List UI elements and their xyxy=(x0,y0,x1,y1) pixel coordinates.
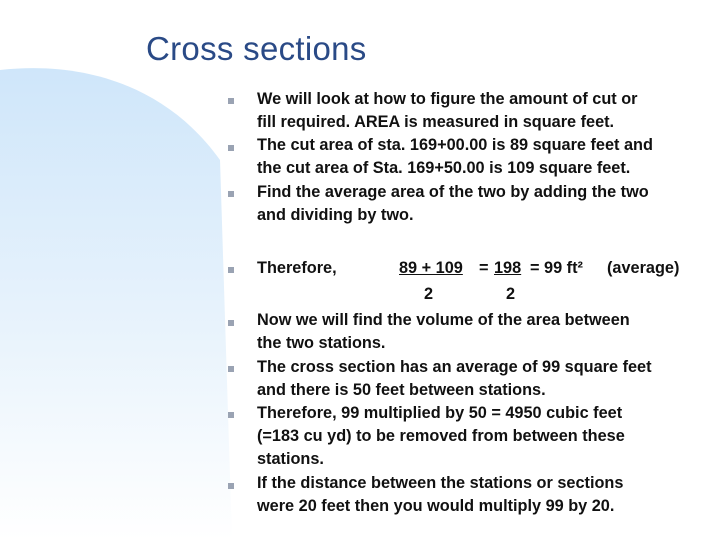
bullet-text-2 xyxy=(257,134,653,180)
equation-numerator-1: 89 + 109 xyxy=(399,259,463,277)
equation-denominator-2: 2 xyxy=(506,285,516,303)
bullet-marker-8 xyxy=(228,483,234,489)
bullet-2-line-1: The cut area of sta. 169+00.00 is 89 square feet and xyxy=(257,136,653,154)
bullet-5-line-2: the two stations. xyxy=(257,334,386,352)
bullet-marker-2 xyxy=(228,145,234,151)
bullet-2-line-2: the cut area of Sta. 169+50.00 is 109 square feet. xyxy=(257,159,631,177)
bullet-marker-7 xyxy=(228,412,234,418)
bullet-7-line-3: stations. xyxy=(257,450,324,468)
bullet-marker-5 xyxy=(228,320,234,326)
bullet-3-line-1: Find the average area of the two by adding the two xyxy=(257,183,649,201)
equation-note: (average) xyxy=(607,259,680,277)
bullet-text-7 xyxy=(257,402,625,471)
bullet-7-line-1: Therefore, 99 multiplied by 50 = 4950 cubic feet xyxy=(257,404,623,422)
bullet-8-line-2: were 20 feet then you would multiply 99 by 20. xyxy=(257,497,615,515)
bullet-3-line-2: and dividing by two. xyxy=(257,206,414,224)
bullet-text-6 xyxy=(257,356,652,402)
bullet-6-line-1: The cross section has an average of 99 square feet xyxy=(257,358,652,376)
bullet-marker-3 xyxy=(228,191,234,197)
bullet-8-line-1: If the distance between the stations or sections xyxy=(257,474,624,492)
bullet-5-line-1: Now we will find the volume of the area between xyxy=(257,311,630,329)
bullet-6-line-2: and there is 50 feet between stations. xyxy=(257,381,546,399)
bullet-text-1 xyxy=(257,88,638,134)
page-title: Cross sections xyxy=(146,30,367,67)
bullet-marker-1 xyxy=(228,98,234,104)
bullet-marker-4 xyxy=(228,267,234,273)
bullet-text-5 xyxy=(257,309,630,355)
bullet-text-8 xyxy=(257,472,623,518)
bullet-1-line-2: fill required. AREA is measured in square feet. xyxy=(257,113,615,131)
bullet-text-3 xyxy=(257,181,649,227)
equation-result: = 99 ft² xyxy=(530,259,583,277)
bullet-1-line-1: We will look at how to figure the amount of cut or xyxy=(257,90,638,108)
equation-numerator-2: 198 xyxy=(494,259,522,277)
equation-denominator-1: 2 xyxy=(424,285,434,303)
equation-equals: = xyxy=(479,259,489,277)
bullet-marker-6 xyxy=(228,366,234,372)
bullet-7-line-2: (=183 cu yd) to be removed from between these xyxy=(257,427,625,445)
equation-lead: Therefore, xyxy=(257,259,337,277)
